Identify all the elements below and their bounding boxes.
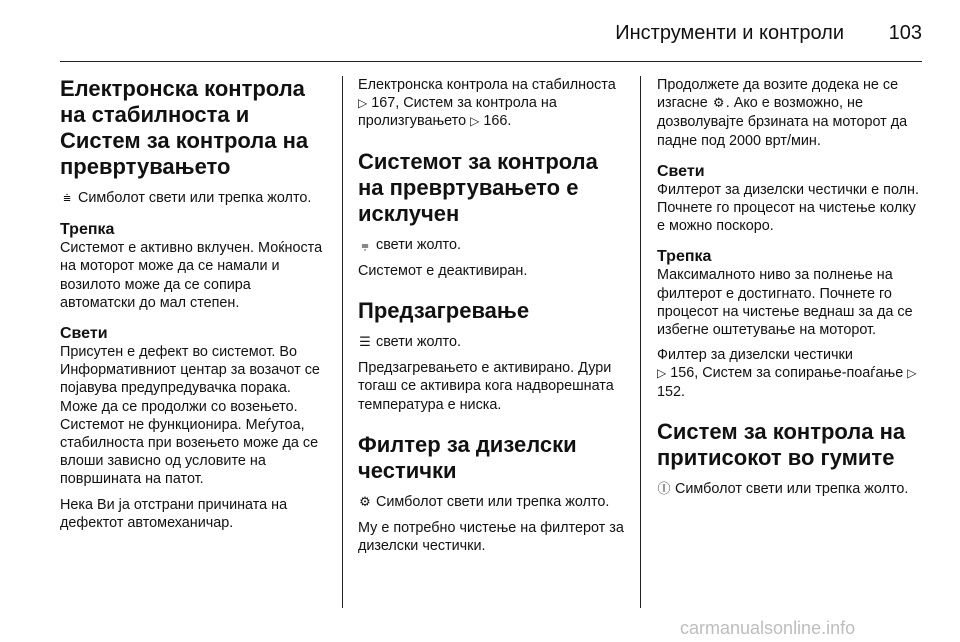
diesel-filter-icon: ⚙ [712, 96, 725, 112]
paragraph: Ⓘ Симболот свети или трепка жолто. [657, 480, 925, 499]
paragraph: ⩧ Симболот свети или трепка жолто. [60, 189, 328, 208]
paragraph: Системот е деактивиран. [358, 262, 528, 279]
paragraph: Нека Ви ја отстрани причината на дефектот автомеханичар. [60, 496, 288, 531]
column-1 [60, 76, 328, 539]
page-reference[interactable]: 152 [657, 383, 682, 400]
page-reference[interactable]: 156 [670, 365, 695, 382]
paragraph: Му е потребно чистење на филтерот за дизелски честички. [358, 520, 624, 555]
column-2 [358, 76, 626, 562]
section-heading: Систем за контрола на притисокот во гумите [657, 418, 906, 470]
page-reference-icon: ▷ [657, 366, 667, 381]
paragraph: Присутен е дефект во системот. Во Информативниот центар за возачот се појавува предупредувачка порака. Може да се продолжи со возењето. Системот не функционира. Меѓутоа, стабилноста при возењето може да се влоши зависно од условите на површината на патот. [60, 344, 320, 488]
paragraph: Електронска контрола на стабилноста ▷ 167, Систем за контрола на пролизгувањето ▷ 166. [358, 77, 616, 130]
watermark: carmanualsonline.info [680, 618, 856, 638]
paragraph: Системот е активно вклучен. Моќноста на моторот може да се намали и возилото може да се сопира автоматски до мал степен. [60, 240, 323, 311]
sub-heading: Свети [657, 162, 705, 180]
esc-off-icon: ⩦ [361, 237, 369, 253]
paragraph: ⩦ свети жолто. [358, 236, 626, 255]
section-heading: Системот за контрола на превртувањето е исклучен [358, 148, 598, 226]
header-title: Инструменти и контроли [615, 22, 844, 44]
paragraph: Филтер за дизелски честички ▷ 156, Систем за сопирање-поаѓање ▷ 152. [657, 347, 917, 400]
page-reference[interactable]: 166 [483, 113, 508, 130]
column-3 [657, 76, 925, 506]
page-reference-icon: ▷ [470, 114, 480, 129]
sub-heading: Свети [60, 325, 108, 343]
column-divider [640, 76, 641, 608]
diesel-filter-icon: ⚙ [359, 494, 371, 510]
page-reference-icon: ▷ [907, 366, 917, 381]
page-reference[interactable]: 167 [371, 95, 396, 112]
glow-plug-icon: ☰ [359, 335, 371, 351]
tire-pressure-icon: Ⓘ [657, 481, 671, 497]
section-heading: Електронска контрола на стабилноста и Систем за контрола на превртувањето [60, 76, 309, 179]
column-divider [342, 76, 343, 608]
section-heading: Филтер за дизелски честички [358, 431, 577, 483]
sub-heading: Трепка [60, 221, 115, 239]
page-number: 103 [888, 22, 922, 44]
page-header [60, 22, 922, 62]
paragraph: Филтерот за дизелски честички е полн. Почнете го процесот на чистење колку е можно поскоро. [657, 181, 919, 235]
paragraph: Максималното ниво за полнење на филтерот е достигнато. Почнете го процесот на чистење веднаш за да се избегне оштетување на моторот. [657, 267, 913, 339]
paragraph: Продолжете да возите додека не се изгасне ⚙. Ако е возможно, не дозволувајте брзината на моторот да падне под 2000 врт/мин. [657, 77, 908, 149]
esc-skid-icon: ⩧ [63, 191, 71, 206]
sub-heading: Трепка [657, 248, 712, 266]
section-heading: Предзагревање [358, 298, 530, 324]
paragraph: ☰ свети жолто. [358, 333, 626, 352]
paragraph: ⚙ Симболот свети или трепка жолто. [358, 493, 626, 512]
paragraph: Предзагревањето е активирано. Дури тогаш се активира кога надворешната температура е ниска. [358, 360, 614, 413]
page-reference-icon: ▷ [358, 96, 368, 111]
